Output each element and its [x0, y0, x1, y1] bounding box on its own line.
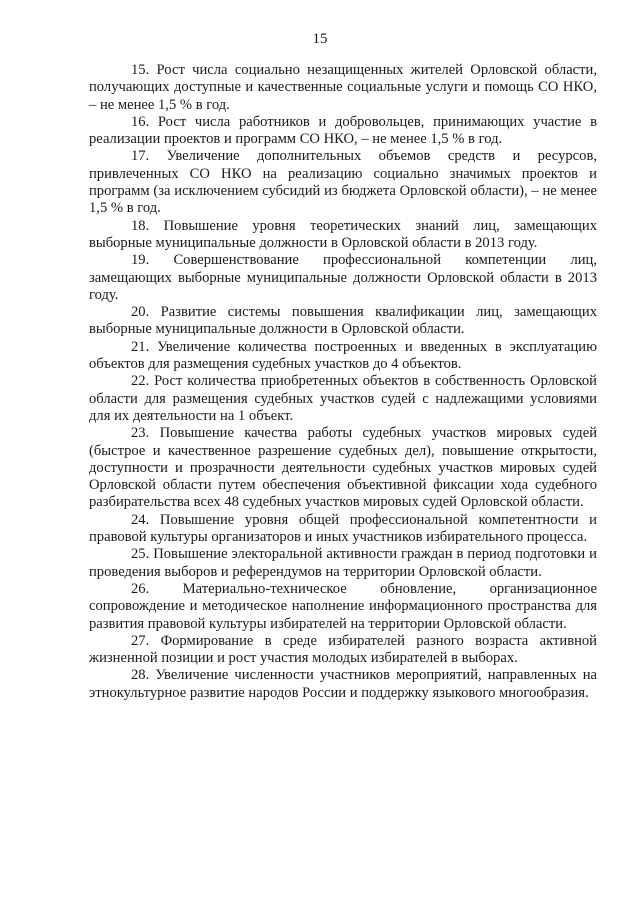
list-item-17: 17. Увеличение дополнительных объемов средств и ресурсов, привлеченных СО НКО на реализацию социально значимых проектов и программ (за исключением субсидий из бюджета Орловской области), – не менее 1,5 % в год.	[89, 148, 597, 217]
list-item-20: 20. Развитие системы повышения квалификации лиц, замещающих выборные муниципальные должности в Орловской области.	[89, 304, 597, 338]
list-item-25: 25. Повышение электоральной активности граждан в период подготовки и проведения выборов и референдумов на территории Орловской области.	[89, 546, 597, 580]
list-item-23: 23. Повышение качества работы судебных участков мировых судей (быстрое и качественное разрешение судебных дел), повышение открытости, доступности и прозрачности деятельности судебных участков мировых судей Орловской области путем обеспечения объективной фиксации хода судебного разбирательства всех 48 судебных участков мировых судей Орловской области.	[89, 425, 597, 511]
page-number: 15	[312, 31, 328, 47]
list-item-21: 21. Увеличение количества построенных и введенных в эксплуатацию объектов для размещения судебных участков до 4 объектов.	[89, 338, 597, 373]
list-item-18: 18. Повышение уровня теоретических знаний лиц, замещающих выборные муниципальные должности в Орловской области в 2013 году.	[89, 217, 597, 251]
list-item-27: 27. Формирование в среде избирателей разного возраста активной жизненной позиции и рост участия молодых избирателей в выборах.	[89, 632, 597, 667]
list-item-28: 28. Увеличение численности участников мероприятий, направленных на этнокультурное развитие народов России и поддержку языкового многообразия.	[89, 667, 597, 701]
list-item-26: 26. Материально-техническое обновление, организационное сопровождение и методическое наполнение информационного пространства для развития правовой культуры избирателей на территории Орловской области.	[89, 580, 597, 632]
numbered-list	[89, 62, 597, 702]
list-item-15: 15. Рост числа социально незащищенных жителей Орловской области, получающих доступные и качественные социальные услуги и помощь СО НКО, – не менее 1,5 % в год.	[89, 62, 597, 113]
list-item-22: 22. Рост количества приобретенных объектов в собственность Орловской области для размещения судебных участков судей с надлежащими условиями для их деятельности на 1 объект.	[89, 373, 597, 424]
list-item-16: 16. Рост числа работников и добровольцев, принимающих участие в реализации проектов и программ СО НКО, – не менее 1,5 % в год.	[89, 113, 597, 148]
list-item-24: 24. Повышение уровня общей профессиональной компетентности и правовой культуры организаторов и иных участников избирательного процесса.	[89, 511, 597, 546]
list-item-19: 19. Совершенствование профессиональной компетенции лиц, замещающих выборные муниципальные должности Орловской области в 2013 году.	[89, 252, 597, 303]
